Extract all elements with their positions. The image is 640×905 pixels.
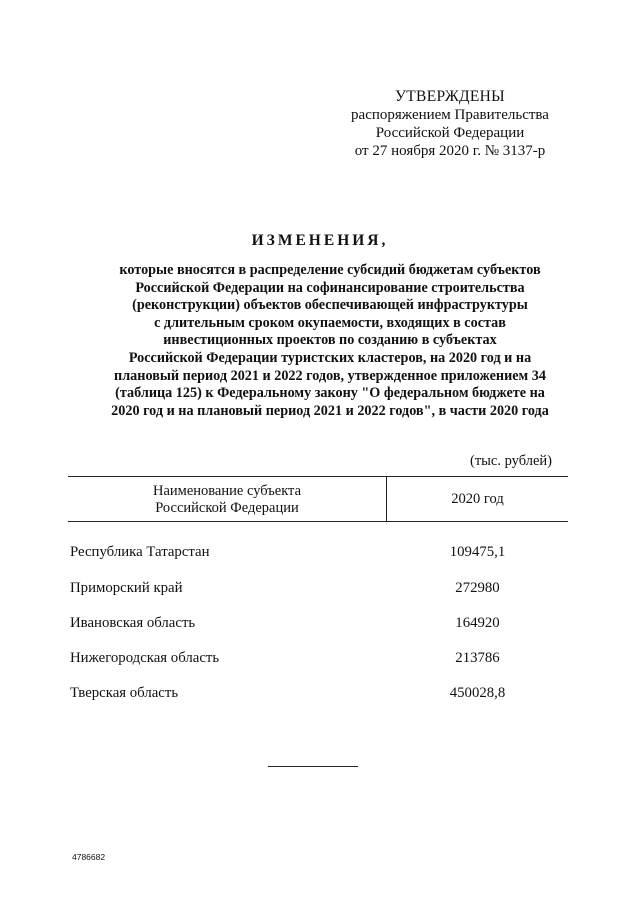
table-row	[68, 615, 568, 635]
document-title: ИЗМЕНЕНИЯ,	[251, 232, 389, 249]
table-row	[68, 580, 568, 600]
subtitle-line: (реконструкции) объектов обеспечивающей инфраструктуры	[132, 297, 528, 314]
subtitle-line: Российской Федерации на софинансирование строительства	[135, 279, 525, 296]
approval-heading: УТВЕРЖДЕНЫ	[395, 88, 505, 105]
subsidy-value: 109475,1	[449, 544, 506, 560]
units-label: (тыс. рублей)	[470, 453, 552, 469]
region-name: Республика Татарстан	[70, 544, 210, 560]
document-subtitle	[40, 262, 620, 420]
subsidy-value: 213786	[455, 650, 500, 666]
subtitle-line: инвестиционных проектов по созданию в субъектах	[163, 332, 497, 349]
approval-date-number: от 27 ноября 2020 г. № 3137-р	[354, 143, 546, 159]
region-name: Тверская область	[70, 685, 179, 701]
region-name: Нижегородская область	[70, 650, 220, 666]
table-header	[68, 476, 568, 522]
approval-line: Российской Федерации	[375, 125, 525, 141]
subtitle-line: 2020 год и на плановый период 2021 и 2022 годов", в части 2020 года	[111, 402, 549, 419]
header-subject-line: Наименование субъекта	[152, 483, 302, 499]
subsidy-value: 450028,8	[449, 685, 506, 701]
subtitle-line: плановый период 2021 и 2022 годов, утвержденное приложением 34	[114, 367, 546, 384]
table-row	[68, 685, 568, 705]
subtitle-line: которые вносятся в распределение субсидий бюджетам субъектов	[119, 262, 541, 278]
approval-line: распоряжением Правительства	[351, 107, 549, 123]
subtitle-line: с длительным сроком окупаемости, входящих в состав	[154, 314, 506, 331]
subsidy-value: 272980	[455, 580, 500, 596]
region-name: Ивановская область	[70, 615, 196, 631]
subsidy-value: 164920	[455, 615, 500, 631]
subtitle-line: Российской Федерации туристских кластеров, на 2020 год и на	[128, 349, 532, 366]
region-name: Приморский край	[70, 580, 183, 596]
header-subject-name	[68, 483, 386, 517]
subtitle-line: (таблица 125) к Федеральному закону "О федеральном бюджете на	[115, 385, 545, 402]
header-subject-line: Российской Федерации	[155, 500, 299, 516]
header-year: 2020 год	[451, 491, 504, 507]
approval-block	[330, 88, 570, 160]
end-separator-line	[268, 766, 358, 767]
table-row	[68, 650, 568, 670]
document-number: 4786682	[72, 852, 106, 862]
table-row	[68, 544, 568, 564]
